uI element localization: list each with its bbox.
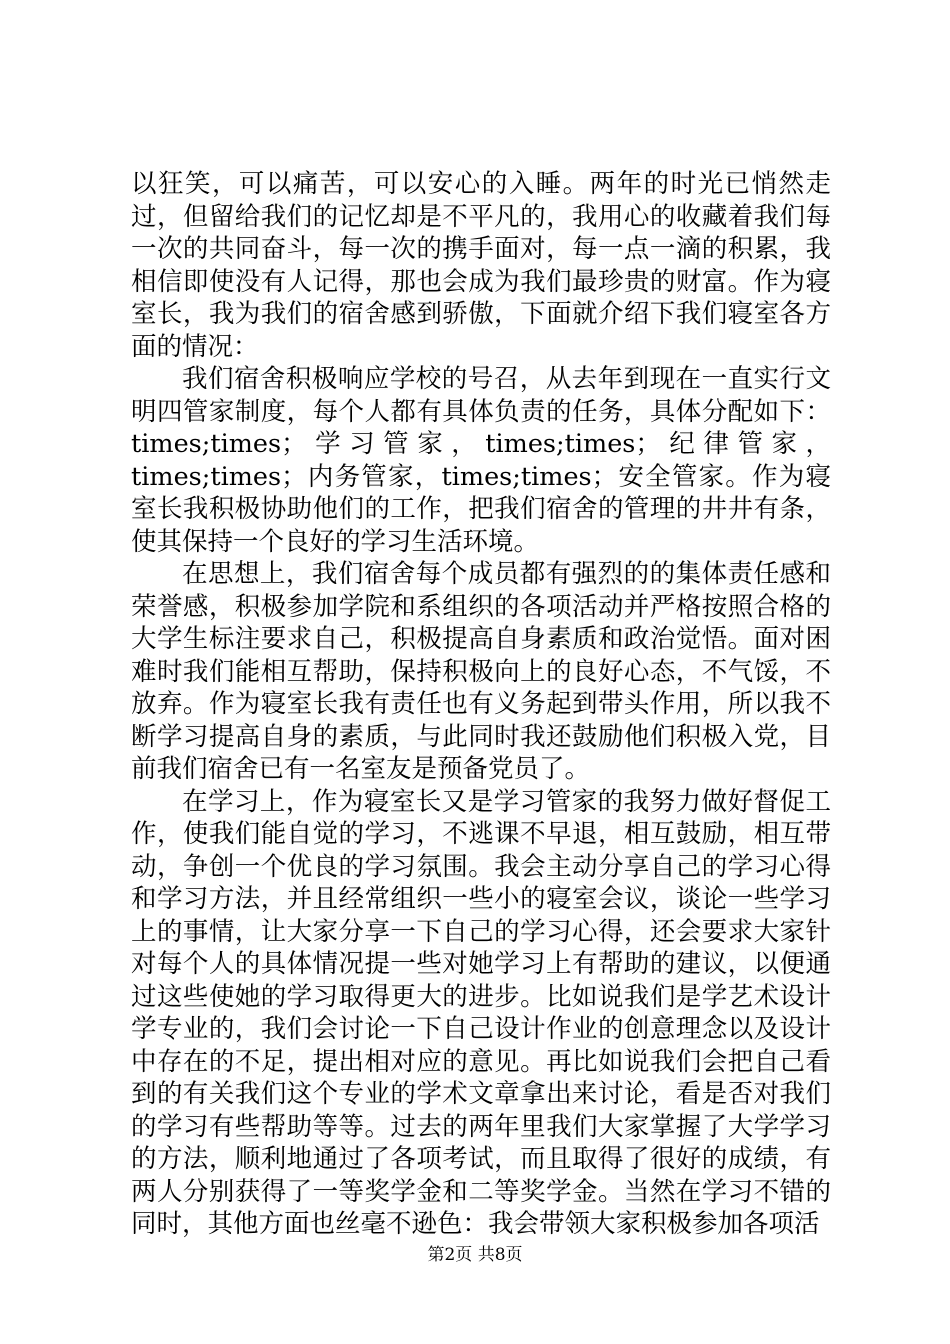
document-body — [131, 168, 831, 1241]
paragraph-study: 在学习上，作为寝室长又是学习管家的我努力做好督促工作，使我们能自觉的学习，不逃课不早退，相互鼓励，相互带动，争创一个优良的学习氛围。我会主动分享自己的学习心得和学习方法，并且经常组织一些小的寝室会议，谈论一些学习上的事情，让大家分享一下自己的学习心得，还会要求大家针对每个人的具体情况提一些对她学习上有帮助的建议，以便通过这些使她的学习取得更大的进步。比如说我们是学艺术设计学专业的，我们会讨论一下自己设计作业的创意理念以及设计中存在的不足，提出相对应的意见。再比如说我们会把自己看到的有关我们这个专业的学术文章拿出来讨论，看是否对我们的学习有些帮助等等。过去的两年里我们大家掌握了大学学习的方法，顺利地通过了各项考试，而且取得了很好的成绩，有两人分别获得了一等奖学金和二等奖学金。当然在学习不错的同时，其他方面也丝毫不逊色：我会带领大家积极参加各项活 — [131, 786, 831, 1239]
page-number-footer: 第2页 共8页 — [427, 1245, 523, 1265]
paragraph-management-system: 我们宿舍积极响应学校的号召，从去年到现在一直实行文明四管家制度，每个人都有具体负责的任务，具体分配如下：times;times；学习管家，times;times；纪律管家，times;times；内务管家，times;times；安全管家。作为寝室长我积极协助他们的工作，把我们宿舍的管理的井井有条，使其保持一个良好的学习生活环境。 — [131, 364, 831, 557]
paragraph-ideology: 在思想上，我们宿舍每个成员都有强烈的的集体责任感和荣誉感，积极参加学院和系组织的各项活动并严格按照合格的大学生标注要求自己，积极提高自身素质和政治觉悟。面对困难时我们能相互帮助，保持积极向上的良好心态，不气馁，不放弃。作为寝室长我有责任也有义务起到带头作用，所以我不断学习提高自身的素质，与此同时我还鼓励他们积极入党，目前我们宿舍已有一名室友是预备党员了。 — [131, 559, 831, 784]
paragraph-continuation: 以狂笑，可以痛苦，可以安心的入睡。两年的时光已悄然走过，但留给我们的记忆却是不平凡的，我用心的收藏着我们每一次的共同奋斗，每一次的携手面对，每一点一滴的积累，我相信即使没有人记得，那也会成为我们最珍贵的财富。作为寝室长，我为我们的宿舍感到骄傲，下面就介绍下我们寝室各方面的情况： — [131, 169, 831, 362]
